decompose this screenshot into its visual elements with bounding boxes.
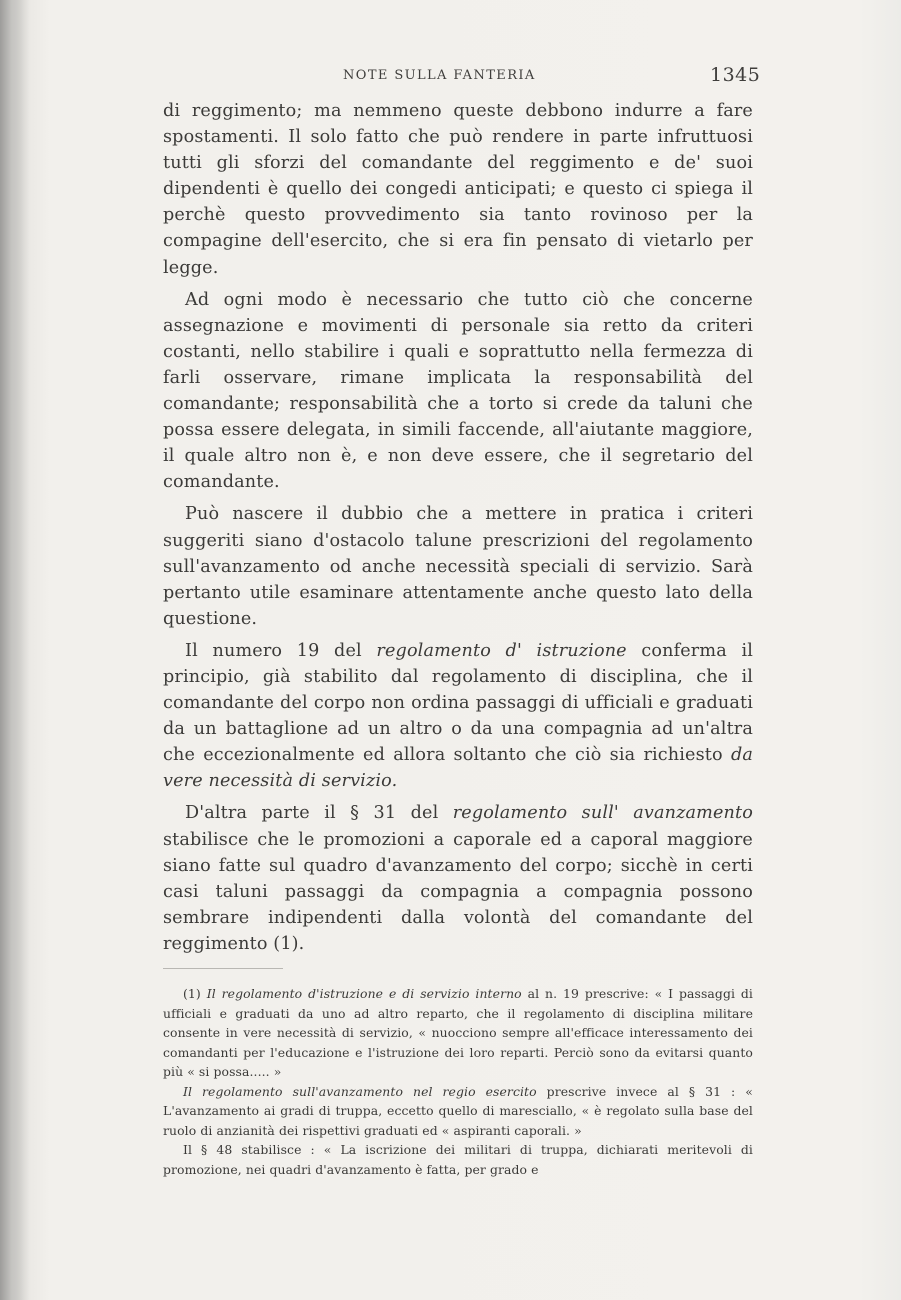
page-number: 1345 <box>710 64 761 86</box>
paragraph-5-italic: regolamento sull' avanzamento <box>452 803 753 824</box>
paragraph-5 <box>163 800 753 957</box>
paragraph-4-italic-a: regolamento d' istruzione <box>376 640 627 661</box>
running-title: NOTE SULLA FANTERIA <box>343 68 536 83</box>
paragraph-2: Ad ogni modo è necessario che tutto ciò che concerne assegnazione e movimenti di personale sia retto da criteri costanti, nello stabilire i quali e soprattutto nella fermezza di farli osservare, rimane implicata la responsabilità del comandante; responsabilità che a torto si crede da taluni che possa essere delegata, in simili faccende, all'aiutante maggiore, il quale altro non è, e non deve essere, che il segretario del comandante. <box>163 289 753 493</box>
paragraph-4-italic-b: da vere necessità di servizio. <box>163 745 753 792</box>
paragraph-3: Può nascere il dubbio che a mettere in pratica i criteri suggeriti siano d'ostacolo talune prescrizioni del regolamento sull'avanzamento od anche necessità speciali di servizio. Sarà pertanto utile esaminare attentamente anche questo lato della questione. <box>163 504 753 629</box>
footnote-1-text: al n. 19 prescrive: « I passaggi di ufficiali e graduati da uno ad altro reparto, che il regolamento di disciplina militare consente in vere necessità di servizio, « nuocciono sempre all'efficace interessamento dei comandanti per l'educazione e l'istruzione dei loro reparti. Perciò sono da evitarsi quanto più « si possa..... » <box>163 986 753 1079</box>
paragraph-4 <box>163 638 753 795</box>
footnote-2 <box>163 1082 753 1141</box>
running-header <box>0 64 901 90</box>
footnote-3: Il § 48 stabilisce : « La iscrizione dei militari di truppa, dichiarati meritevoli di promozione, nei quadri d'avanzamento è fatta, per grado e <box>163 1142 753 1177</box>
footnote-2-text: prescrive invece al § 31 : « L'avanzamento ai gradi di truppa, eccetto quello di maresciallo, « è regolato sulla base del ruolo di anzianità dei rispettivi graduati ed « aspiranti caporali. » <box>163 1083 753 1138</box>
page-binding-edge <box>0 0 30 1300</box>
paragraph-4-text-a: Il numero 19 del <box>185 640 377 661</box>
footnote-1-marker: (1) <box>183 986 207 1001</box>
footnote-1 <box>163 984 753 1082</box>
paragraph-4-text-b: conferma il principio, già stabilito dal regolamento di disciplina, che il comandante del corpo non ordina passaggi di ufficiali e graduati da un battaglione ad un altro o da una compagnia ad un'altra che eccezionalmente ed allora soltanto che ciò sia richiesto <box>163 640 753 766</box>
footnote-2-italic: Il regolamento sull'avanzamento nel regio esercito <box>183 1083 537 1099</box>
paragraph-5-text-a: D'altra parte il § 31 del <box>185 803 453 824</box>
footnote-1-italic: Il regolamento d'istruzione e di servizio interno <box>206 986 522 1001</box>
paragraph-5-text-b: stabilisce che le promozioni a caporale ed a caporal maggiore siano fatte sul quadro d'avanzamento del corpo; sicchè in certi casi taluni passaggi da compagnia a compagnia possono sembrare indipendenti dalla volontà del comandante del reggimento (1). <box>163 829 753 954</box>
footnote-separator <box>163 968 283 969</box>
footnotes <box>163 984 753 1179</box>
paragraph-1: di reggimento; ma nemmeno queste debbono indurre a fare spostamenti. Il solo fatto che può rendere in parte infruttuosi tutti gli sforzi del comandante del reggimento e de' suoi dipendenti è quello dei congedi anticipati; e questo ci spiega il perchè questo provvedimento sia tanto rovinoso per la compagine dell'esercito, che si era fin pensato di vietarlo per legge. <box>163 101 753 278</box>
main-text <box>163 98 753 957</box>
